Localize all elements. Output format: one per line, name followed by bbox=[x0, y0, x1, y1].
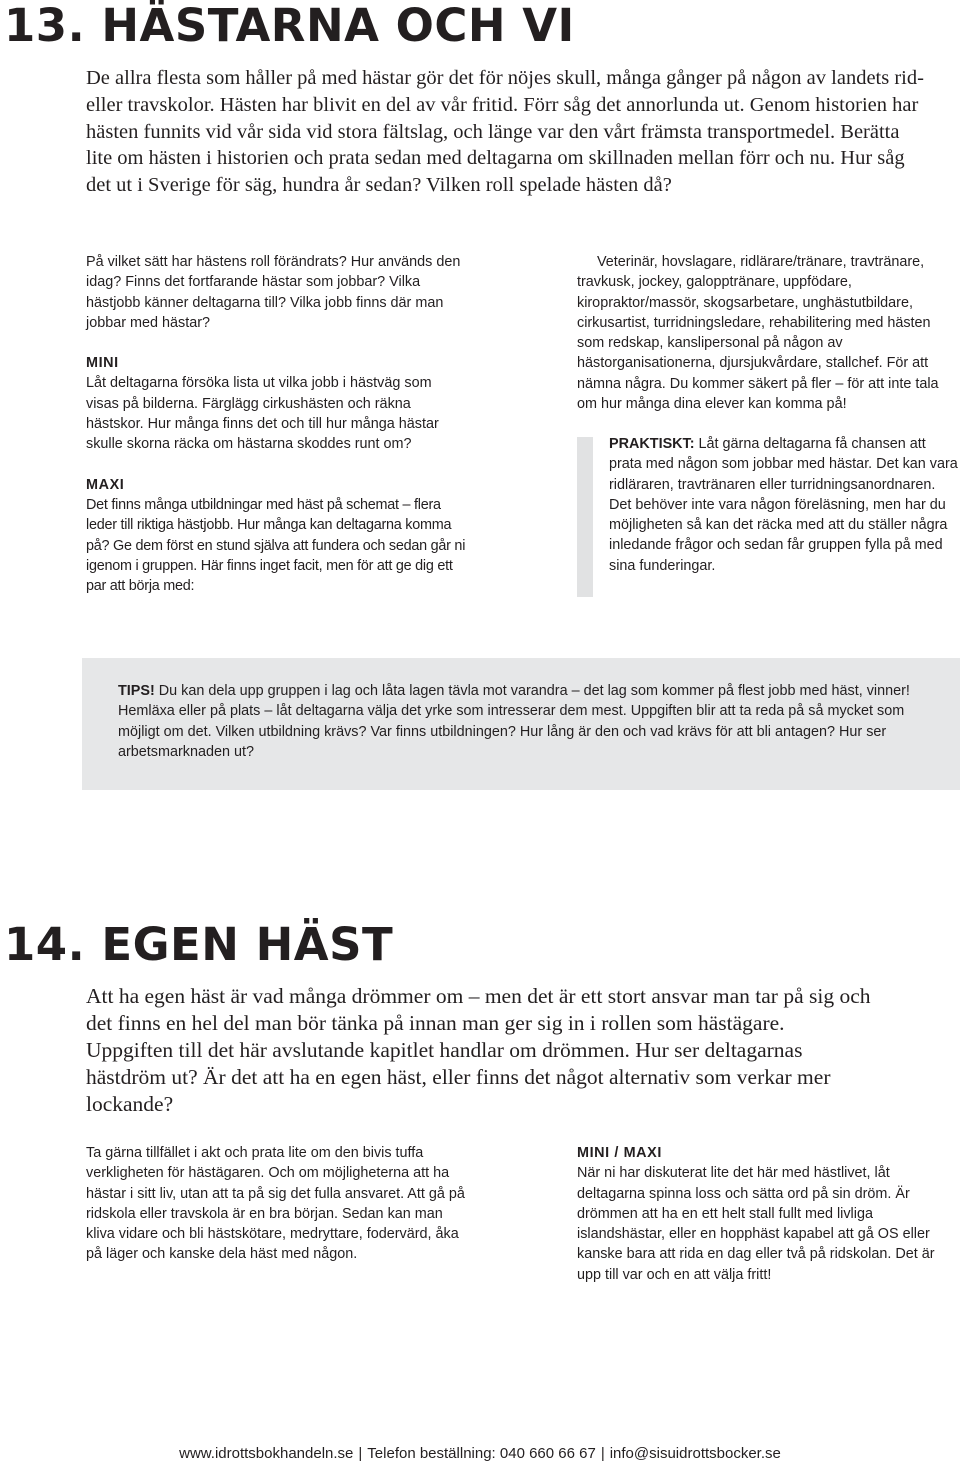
section-13-heading: 13. HÄSTARNA OCH VI bbox=[4, 0, 575, 52]
praktiskt-label: PRAKTISKT: bbox=[609, 436, 695, 452]
horse-jobs-list: Veterinär, hovslagare, ridlärare/tränare, travtränare, travkusk, jockey, galopptränare, uppfödare, kiropraktor/massör, skogsarbetare, unghästutbildare, cirkusartist, turridningsledare, rehabilitering med hästen som redskap, kanslipersonal på någon av hästorganisationerna, djursjukvårdare, stallchef. För att nämna några. Du kommer säkert på fler – för att inte tala om hur många dina elever kan komma på! bbox=[577, 254, 939, 413]
tips-paragraph bbox=[118, 681, 928, 762]
page-footer bbox=[0, 1444, 960, 1464]
section-14-heading: 14. EGEN HÄST bbox=[4, 918, 394, 971]
mini-label: MINI bbox=[86, 355, 119, 372]
tips-text: Du kan dela upp gruppen i lag och låta lagen tävla mot varandra – det lag som kommer på flest jobb med häst, vinner! Hemläxa eller på plats – låt deltagarna välja det yrke som intresserar dem mest. Uppgiften blir att ta reda på så mycket som möjligt om det. Vilken utbildning krävs? Var finns utbildningen? Hur lång är den och vad krävs för att bli antagen? Hur ser arbetsmarknaden ut? bbox=[118, 683, 910, 760]
section-14-right-column bbox=[577, 1143, 937, 1285]
section-13-right-column bbox=[577, 252, 960, 414]
minimaxi-label: MINI / MAXI bbox=[577, 1145, 662, 1161]
footer-separator: | bbox=[358, 1445, 363, 1462]
footer-separator: | bbox=[600, 1445, 605, 1462]
footer-website-link[interactable]: www.idrottsbokhandeln.se bbox=[179, 1445, 354, 1462]
section-13-intro: De allra flesta som håller på med hästar gör det för nöjes skull, många gånger på någon av landets rid- eller travskolor. Hästen har blivit en del av vår fritid. Förr såg det annorlunda ut. Genom historien har hästen funnits vid vår sida vid stora fältslag, och länge var den vårt främsta transportmedel. Berätta lite om hästen i historien och prata sedan med deltagarna om skillnaden mellan förr och nu. Hur såg det ut i Sverige för säg, hundra år sedan? Vilken roll spelade hästen då? bbox=[86, 67, 924, 197]
praktiskt-paragraph bbox=[609, 434, 959, 576]
section-14-intro: Att ha egen häst är vad många drömmer om – men det är ett stort ansvar man tar på sig och det finns en hel del man bör tänka på innan man ger sig in i rollen som hästägare. Uppgiften till det här avslutande kapitlet handlar om drömmen. Hur ser deltagarnas hästdröm ut? Är det att ha en egen häst, eller finns det något alternativ som verkar mer lockande? bbox=[86, 984, 871, 1116]
roles-question: På vilket sätt har hästens roll förändrats? Hur används den idag? Finns det fortfarande hästar som jobbar? Vilka hästjobb känner deltagarna till? Vilka jobb finns där man jobbar med hästar? bbox=[86, 254, 461, 331]
praktiskt-accent-bar bbox=[577, 437, 593, 597]
mini-text: Låt deltagarna försöka lista ut vilka jobb i hästväg som visas på bilderna. Färglägg cirkushästen och räkna hästskor. Hur många finns det och till hur många hästar skulle skorna räcka om hästarna skoddes runt om? bbox=[86, 375, 439, 453]
tips-label: TIPS! bbox=[118, 683, 155, 699]
praktiskt-box bbox=[609, 434, 959, 576]
section-14-left-column bbox=[86, 1143, 471, 1265]
maxi-label: MAXI bbox=[86, 476, 125, 493]
footer-phone: Telefon beställning: 040 660 66 67 bbox=[367, 1445, 596, 1462]
praktiskt-text: Låt gärna deltagarna få chansen att prata med någon som jobbar med hästar. Det kan vara ridläraren, travtränaren eller turridningsanordnaren. Det behöver inte vara någon föreläsning, men har du möjligheten så kan det räcka med att du ställer några inledande frågor och sedan får gruppen fylla på med sina funderingar. bbox=[609, 436, 958, 574]
section-13-left-column bbox=[86, 252, 466, 596]
footer-email-link[interactable]: info@sisuidrottsbocker.se bbox=[609, 1445, 781, 1462]
owner-reality-text: Ta gärna tillfället i akt och prata lite om den bivis tuffa verkligheten för hästägaren. Och om möjligheterna att ha hästar i sitt liv, utan att ta på sig det fulla ansvaret. Att gå på ridskola eller travskola är en bra början. Sedan kan man kliva vidare och bli hästskötare, medryttare, fodervärd, åka på läger och kanske dela häst med någon. bbox=[86, 1145, 465, 1263]
minimaxi-text: När ni har diskuterat lite det här med hästlivet, låt deltagarna spinna loss och sätta ord på sin dröm. Är drömmen att ha en ett helt stall fullt med livliga islandshästar, eller en hopphäst kapabel att gå OS eller kanske bara att rida en dag eller två på ridskolan. Det är upp till var och en att välja fritt! bbox=[577, 1165, 935, 1283]
maxi-text: Det finns många utbildningar med häst på schemat – flera leder till riktiga hästjobb. Hur många kan deltagarna komma på? Ge dem först en stund själva att fundera och sedan går ni igenom i gruppen. Här finns inget facit, men för att ge dig ett par att börja med: bbox=[86, 496, 466, 595]
